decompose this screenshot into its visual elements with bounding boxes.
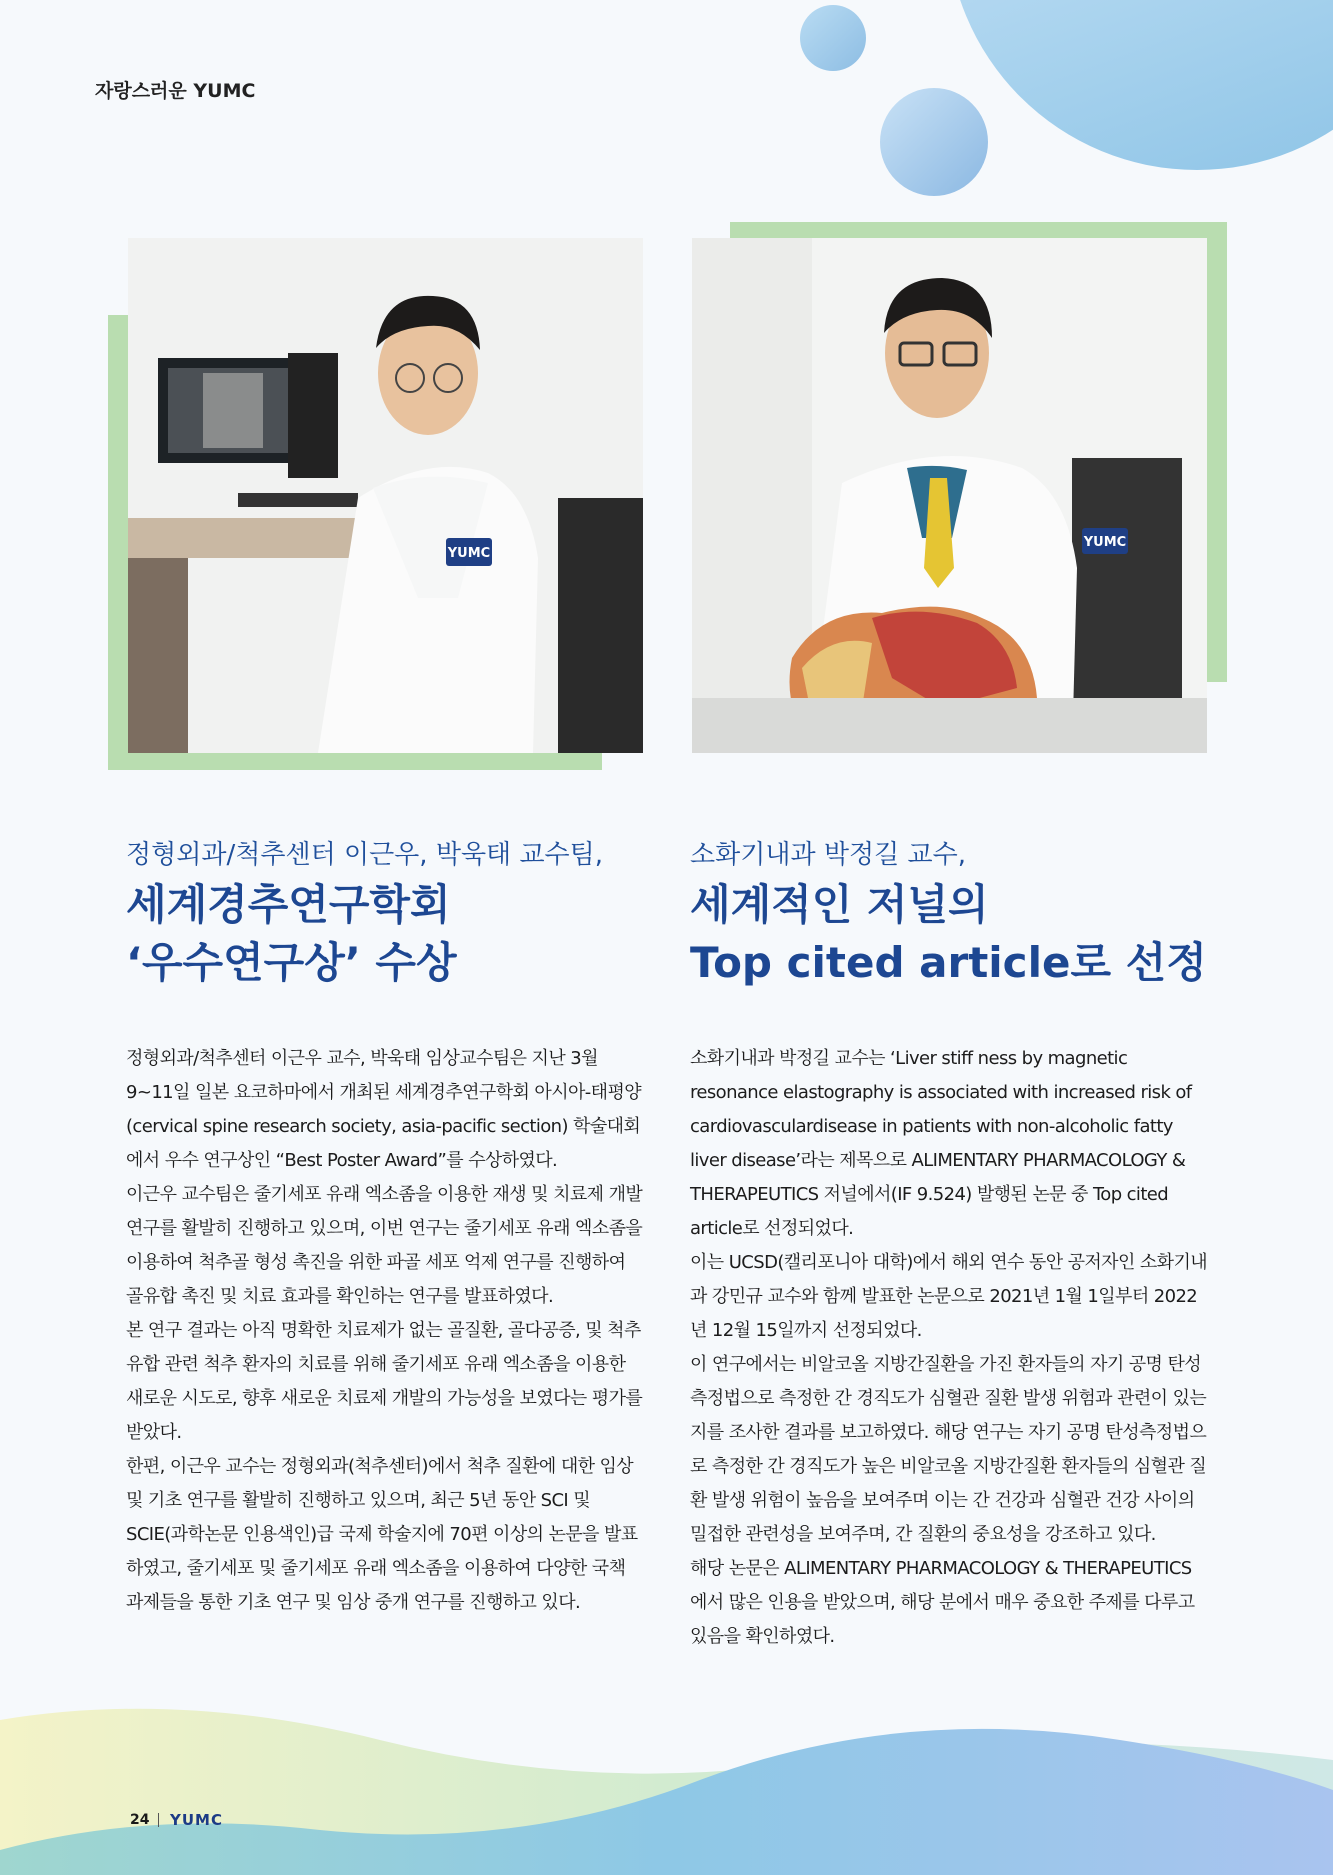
section-label: 자랑스러운 YUMC: [95, 80, 256, 102]
article-left-title-line: 세계경추연구학회: [126, 880, 451, 929]
page-number: 24: [130, 1812, 150, 1828]
article-left-paragraph: 이근우 교수팀은 줄기세포 유래 엑소좀을 이용한 재생 및 치료제 개발 연구를 활발히 진행하고 있으며, 이번 연구는 줄기세포 유래 엑소좀을 이용하여 척추골 형성 촉진을 위한 파골 세포 억제 연구를 진행하여 골유합 촉진 및 치료 효과를 확인하는 연구를 발표하였다.: [126, 1184, 643, 1307]
yumc-logo: YUMC: [170, 1811, 223, 1829]
article-right-paragraph: 소화기내과 박정길 교수는 ‘Liver stiff ness by magnetic resonance elastography is associated with increased risk of cardiovasculardisease in patients with non-alcoholic fatty liver disease’라는 제목으로 ALIMENTARY PHARMACOLOGY & THERAPEUTICS 저널에서(IF 9.524) 발행된 논문 중 Top cited article로 선정되었다.: [690, 1048, 1192, 1239]
article-right-subtitle: 소화기내과 박정길 교수,: [690, 840, 966, 870]
article-left-body: [126, 1042, 646, 1620]
decorative-circle-small: [800, 5, 866, 71]
article-left-paragraph: 본 연구 결과는 아직 명확한 치료제가 없는 골질환, 골다공증, 및 척추 유합 관련 척추 환자의 치료를 위해 줄기세포 유래 엑소좀을 이용한 새로운 시도로, 향후 새로운 치료제 개발의 가능성을 보였다는 평가를 받았다.: [126, 1320, 643, 1443]
article-left-subtitle: 정형외과/척추센터 이근우, 박욱태 교수팀,: [126, 840, 604, 870]
article-left-title: [126, 876, 457, 992]
svg-text:YUMC: YUMC: [447, 546, 491, 561]
decorative-circle-medium: [880, 88, 988, 196]
decorative-circle-large: [947, 0, 1333, 170]
svg-text:YUMC: YUMC: [1083, 535, 1127, 550]
photo-doctor-left: [128, 238, 643, 753]
article-left-paragraph: 한편, 이근우 교수는 정형외과(척추센터)에서 척추 질환에 대한 임상 및 기초 연구를 활발히 진행하고 있으며, 최근 5년 동안 SCI 및 SCIE(과학논문 인용색인)급 국제 학술지에 70편 이상의 논문을 발표하였고, 줄기세포 및 줄기세포 유래 엑소좀을 이용하여 다양한 국책 과제들을 통한 기초 연구 및 임상 중개 연구를 진행하고 있다.: [126, 1456, 638, 1613]
footer-wave: [0, 1700, 1333, 1875]
article-right-paragraph: 이 연구에서는 비알코올 지방간질환을 가진 환자들의 자기 공명 탄성측정법으로 측정한 간 경직도가 심혈관 질환 발생 위험과 관련이 있는지를 조사한 결과를 보고하였다. 해당 연구는 자기 공명 탄성측정법으로 측정한 간 경직도가 높은 비알코올 지방간질환 환자들의 심혈관 질환 발생 위험이 높음을 보여주며 이는 간 건강과 심혈관 건강 사이의 밀접한 관련성을 보여주며, 간 질환의 중요성을 강조하고 있다.: [690, 1354, 1207, 1545]
article-right-body: [690, 1042, 1210, 1654]
article-right-paragraph: 해당 논문은 ALIMENTARY PHARMACOLOGY & THERAPEUTICS 에서 많은 인용을 받았으며, 해당 분에서 매우 중요한 주제를 다루고 있음을 확인하였다.: [690, 1558, 1195, 1647]
article-left-paragraph: 정형외과/척추센터 이근우 교수, 박욱태 임상교수팀은 지난 3월 9~11일 일본 요코하마에서 개최된 세계경추연구학회 아시아-태평양 (cervical spine research society, asia-pacific section) 학술대회에서 우수 연구상인 “Best Poster Award”를 수상하였다.: [126, 1048, 642, 1171]
article-right-title-line: 세계적인 저널의: [690, 880, 989, 929]
article-right-title-line: Top cited article로 선정: [690, 938, 1207, 987]
article-right-title: [690, 876, 1207, 992]
article-left-title-line: ‘우수연구상’ 수상: [126, 938, 457, 987]
photo-doctor-right: [692, 238, 1207, 753]
article-right-paragraph: 이는 UCSD(캘리포니아 대학)에서 해외 연수 동안 공저자인 소화기내과 강민규 교수와 함께 발표한 논문으로 2021년 1월 1일부터 2022년 12월 15일까지 선정되었다.: [690, 1252, 1208, 1341]
footer-divider: [158, 1813, 159, 1827]
